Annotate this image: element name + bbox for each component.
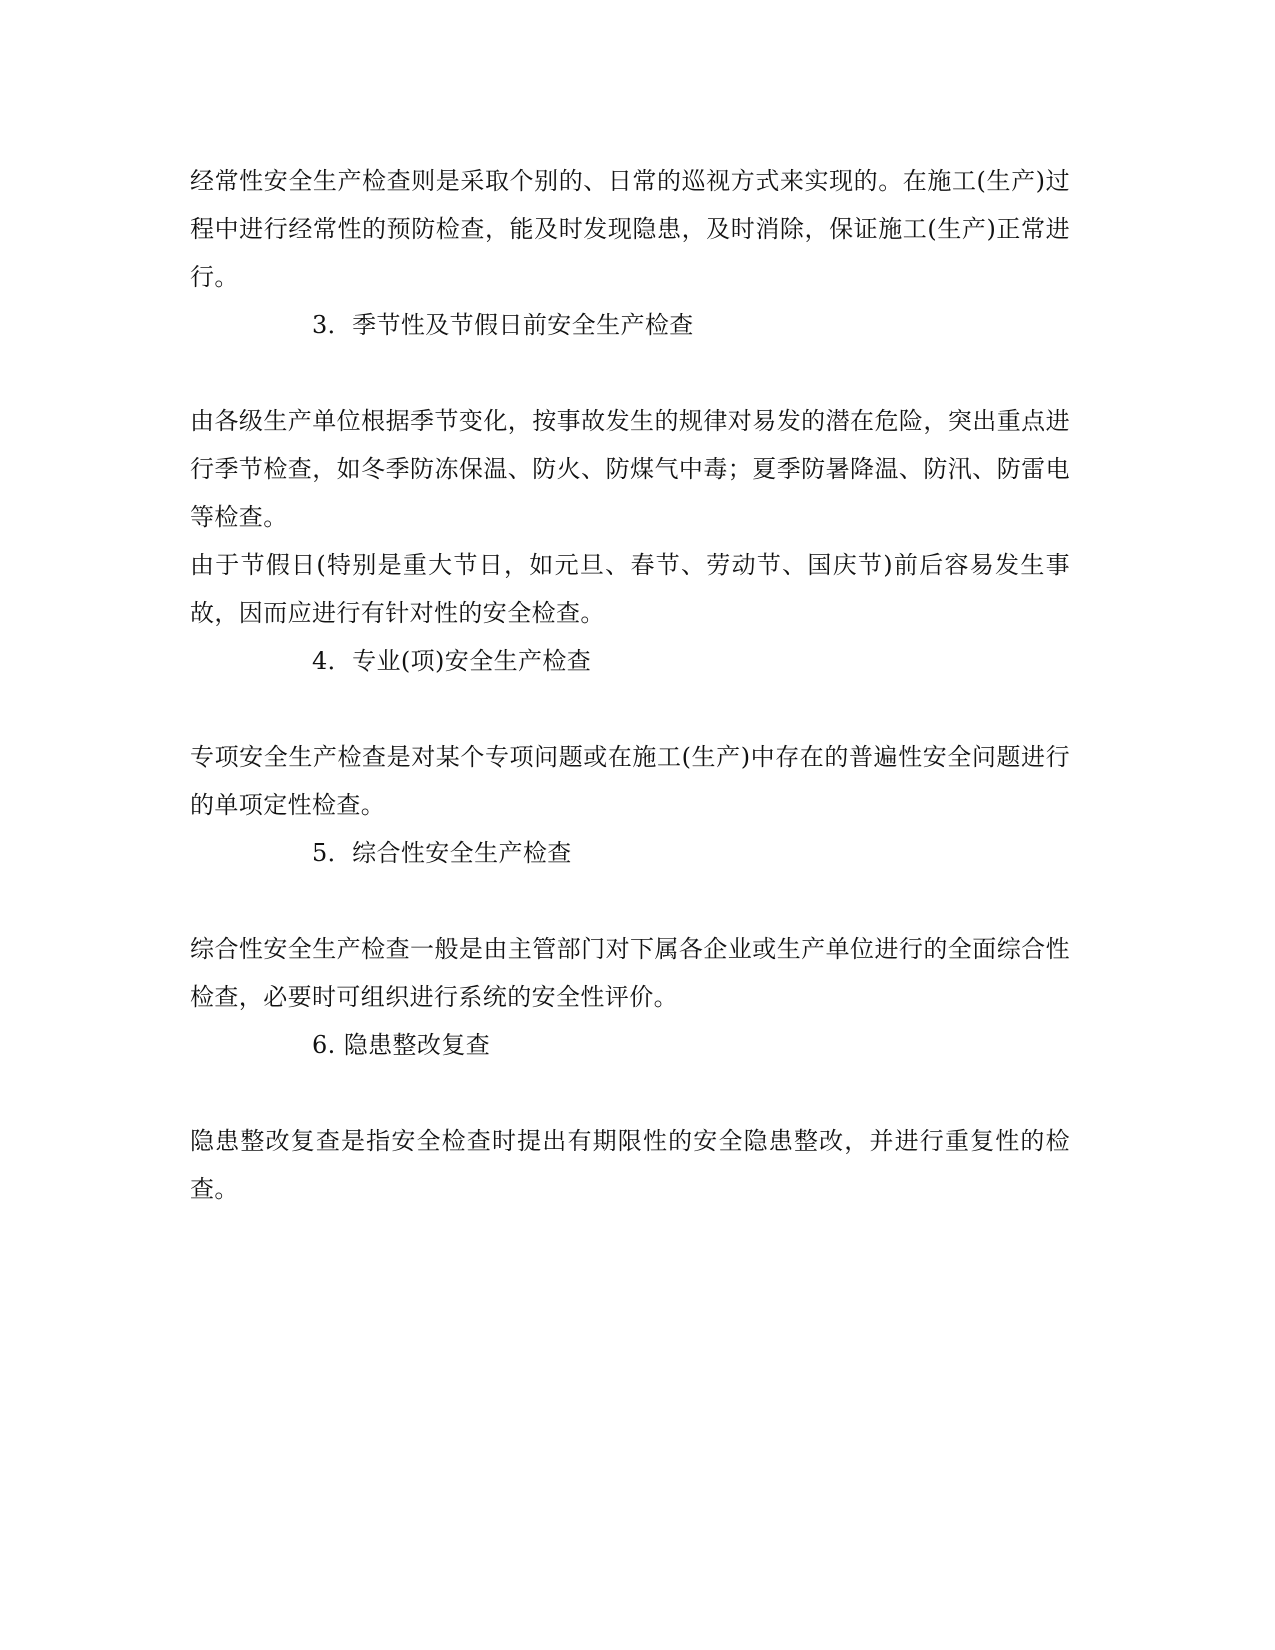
section-heading-4: 4．专业(项)安全生产检查: [312, 647, 592, 675]
section-heading-3: 3．季节性及节假日前安全生产检查: [312, 311, 694, 339]
paragraph-holiday-inspection: 由于节假日(特别是重大节日，如元旦、春节、劳动节、国庆节)前后容易发生事故，因而应进行有针对性的安全检查。: [190, 551, 1070, 627]
spacer: [190, 685, 1070, 733]
paragraph-hazard-recheck: 隐患整改复查是指安全检查时提出有期限性的安全隐患整改，并进行重复性的检查。: [190, 1127, 1070, 1203]
paragraph-comprehensive-inspection: 综合性安全生产检查一般是由主管部门对下属各企业或生产单位进行的全面综合性检查，必要时可组织进行系统的安全性评价。: [190, 935, 1070, 1011]
paragraph-special-inspection: 专项安全生产检查是对某个专项问题或在施工(生产)中存在的普遍性安全问题进行的单项定性检查。: [190, 743, 1070, 819]
section-heading-5: 5．综合性安全生产检查: [312, 839, 572, 867]
paragraph-seasonal-inspection: 由各级生产单位根据季节变化，按事故发生的规律对易发的潜在危险，突出重点进行季节检查，如冬季防冻保温、防火、防煤气中毒；夏季防暑降温、防汛、防雷电等检查。: [190, 407, 1070, 531]
spacer: [190, 1069, 1070, 1117]
spacer: [190, 877, 1070, 925]
spacer: [190, 349, 1070, 397]
document-body: [190, 157, 1070, 1213]
section-heading-6: 6. 隐患整改复查: [312, 1031, 491, 1059]
paragraph-regular-inspection: 经常性安全生产检查则是采取个别的、日常的巡视方式来实现的。在施工(生产)过程中进行经常性的预防检查，能及时发现隐患，及时消除，保证施工(生产)正常进行。: [190, 167, 1070, 291]
